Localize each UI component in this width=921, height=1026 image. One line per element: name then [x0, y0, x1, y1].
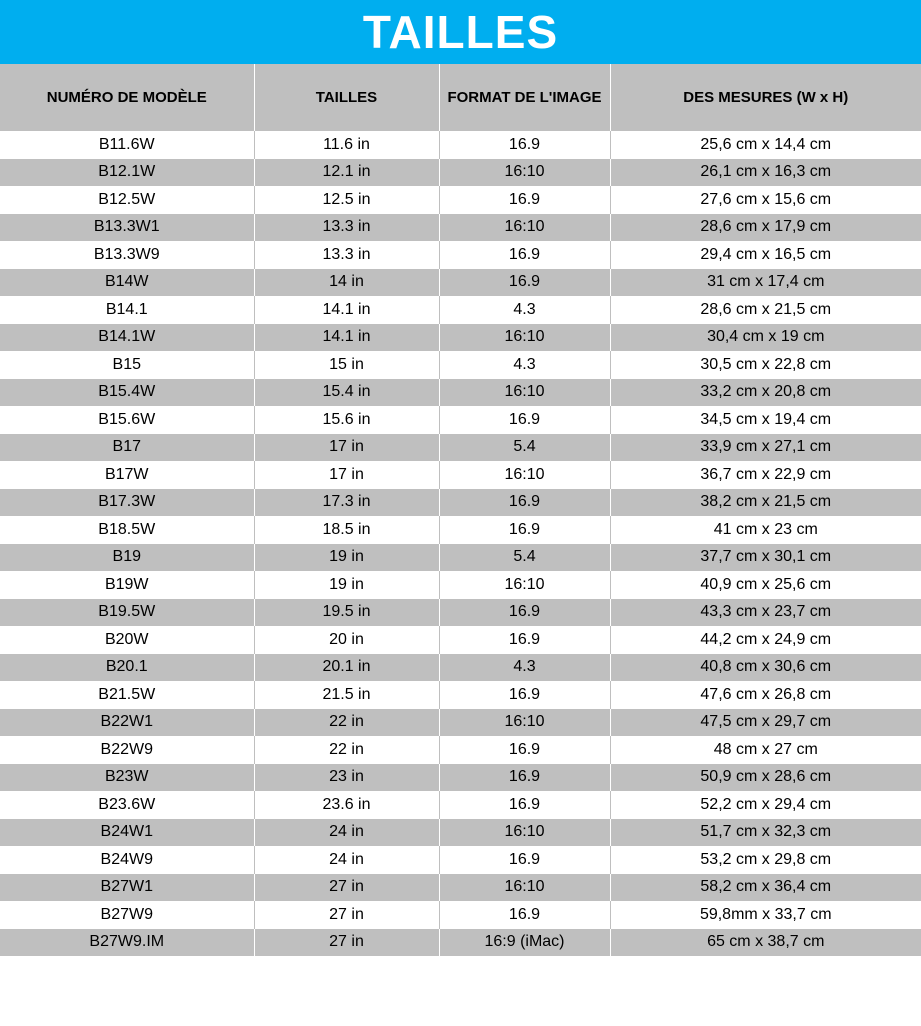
table-row [0, 709, 921, 737]
aspect-ratio-cell: 16.9 [439, 791, 610, 819]
size-cell: 24 in [254, 846, 439, 874]
header-row [0, 64, 921, 131]
size-cell: 22 in [254, 709, 439, 737]
aspect-ratio-cell: 16.9 [439, 846, 610, 874]
size-cell: 14 in [254, 269, 439, 297]
aspect-ratio-cell: 16:10 [439, 571, 610, 599]
aspect-ratio-cell: 16.9 [439, 626, 610, 654]
measurements-cell: 28,6 cm x 17,9 cm [610, 214, 921, 242]
size-cell: 14.1 in [254, 324, 439, 352]
aspect-ratio-cell: 16:10 [439, 324, 610, 352]
measurements-cell: 38,2 cm x 21,5 cm [610, 489, 921, 517]
size-cell: 17.3 in [254, 489, 439, 517]
table-row [0, 681, 921, 709]
table-row [0, 131, 921, 159]
model-number-cell: B27W1 [100, 878, 153, 896]
table-row [0, 571, 921, 599]
measurements-cell: 37,7 cm x 30,1 cm [610, 544, 921, 572]
aspect-ratio-cell: 16.9 [439, 131, 610, 159]
aspect-ratio-cell: 4.3 [439, 351, 610, 379]
measurements-cell: 36,7 cm x 22,9 cm [610, 461, 921, 489]
aspect-ratio-cell: 16.9 [439, 269, 610, 297]
aspect-ratio-cell: 16:10 [439, 159, 610, 187]
table-row [0, 819, 921, 847]
aspect-ratio-cell: 16.9 [439, 736, 610, 764]
aspect-ratio-cell: 4.3 [439, 654, 610, 682]
model-number-cell: B17.3W [98, 493, 156, 511]
measurements-cell: 41 cm x 23 cm [610, 516, 921, 544]
size-cell: 22 in [254, 736, 439, 764]
size-cell: 23.6 in [254, 791, 439, 819]
table-row [0, 791, 921, 819]
measurements-cell: 48 cm x 27 cm [610, 736, 921, 764]
aspect-ratio-cell: 16:10 [439, 214, 610, 242]
aspect-ratio-cell: 16.9 [439, 764, 610, 792]
table-row [0, 406, 921, 434]
table-row [0, 764, 921, 792]
measurements-cell: 27,6 cm x 15,6 cm [610, 186, 921, 214]
model-number-cell: B12.1W [98, 163, 156, 181]
aspect-ratio-cell: 16.9 [439, 681, 610, 709]
measurements-cell: 53,2 cm x 29,8 cm [610, 846, 921, 874]
header-size: TAILLES [254, 64, 439, 131]
model-number-cell: B27W9 [100, 905, 153, 923]
table-row [0, 379, 921, 407]
measurements-cell: 44,2 cm x 24,9 cm [610, 626, 921, 654]
model-number-cell: B20W [104, 630, 149, 648]
model-number-cell: B19 [112, 548, 141, 566]
measurements-cell: 50,9 cm x 28,6 cm [610, 764, 921, 792]
model-number-cell: B15.4W [98, 383, 156, 401]
size-cell: 15 in [254, 351, 439, 379]
size-cell: 17 in [254, 434, 439, 462]
table-row [0, 654, 921, 682]
aspect-ratio-cell: 16:9 (iMac) [439, 929, 610, 957]
measurements-cell: 33,9 cm x 27,1 cm [610, 434, 921, 462]
model-number-cell: B13.3W9 [93, 245, 160, 263]
sizes-table [0, 64, 921, 956]
header-aspect-ratio: FORMAT DE L'IMAGE [439, 64, 610, 131]
table-row [0, 214, 921, 242]
size-cell: 15.4 in [254, 379, 439, 407]
measurements-cell: 47,5 cm x 29,7 cm [610, 709, 921, 737]
measurements-cell: 31 cm x 17,4 cm [610, 269, 921, 297]
table-header [0, 64, 921, 131]
size-cell: 27 in [254, 929, 439, 957]
table-row [0, 186, 921, 214]
aspect-ratio-cell: 16:10 [439, 709, 610, 737]
measurements-cell: 59,8mm x 33,7 cm [610, 901, 921, 929]
table-row [0, 544, 921, 572]
size-cell: 15.6 in [254, 406, 439, 434]
size-cell: 20.1 in [254, 654, 439, 682]
size-cell: 21.5 in [254, 681, 439, 709]
model-number-cell: B14.1 [105, 300, 148, 318]
aspect-ratio-cell: 16:10 [439, 819, 610, 847]
size-cell: 17 in [254, 461, 439, 489]
header-measurements: DES MESURES (W x H) [610, 64, 921, 131]
table-row [0, 324, 921, 352]
model-number-cell: B11.6W [98, 135, 155, 153]
table-row [0, 461, 921, 489]
aspect-ratio-cell: 16:10 [439, 874, 610, 902]
model-number-cell: B15 [112, 355, 141, 373]
model-number-cell: B19.5W [98, 603, 156, 621]
size-cell: 12.5 in [254, 186, 439, 214]
aspect-ratio-cell: 16.9 [439, 186, 610, 214]
size-cell: 13.3 in [254, 241, 439, 269]
model-number-cell: B22W9 [100, 740, 153, 758]
size-cell: 27 in [254, 874, 439, 902]
measurements-cell: 33,2 cm x 20,8 cm [610, 379, 921, 407]
measurements-cell: 65 cm x 38,7 cm [610, 929, 921, 957]
measurements-cell: 29,4 cm x 16,5 cm [610, 241, 921, 269]
table-row [0, 159, 921, 187]
measurements-cell: 47,6 cm x 26,8 cm [610, 681, 921, 709]
measurements-cell: 52,2 cm x 29,4 cm [610, 791, 921, 819]
measurements-cell: 40,8 cm x 30,6 cm [610, 654, 921, 682]
aspect-ratio-cell: 16.9 [439, 489, 610, 517]
aspect-ratio-cell: 5.4 [439, 544, 610, 572]
measurements-cell: 25,6 cm x 14,4 cm [610, 131, 921, 159]
model-number-cell: B21.5W [98, 685, 156, 703]
page-title: TAILLES [0, 0, 921, 64]
size-cell: 13.3 in [254, 214, 439, 242]
table-row [0, 434, 921, 462]
size-cell: 19 in [254, 571, 439, 599]
model-number-cell: B18.5W [98, 520, 156, 538]
aspect-ratio-cell: 16:10 [439, 379, 610, 407]
measurements-cell: 30,4 cm x 19 cm [610, 324, 921, 352]
table-row [0, 351, 921, 379]
aspect-ratio-cell: 16.9 [439, 241, 610, 269]
model-number-cell: B15.6W [98, 410, 156, 428]
size-cell: 14.1 in [254, 296, 439, 324]
aspect-ratio-cell: 16.9 [439, 516, 610, 544]
size-cell: 19 in [254, 544, 439, 572]
model-number-cell: B20.1 [105, 658, 148, 676]
size-cell: 24 in [254, 819, 439, 847]
table-row [0, 599, 921, 627]
aspect-ratio-cell: 4.3 [439, 296, 610, 324]
aspect-ratio-cell: 16:10 [439, 461, 610, 489]
model-number-cell: B22W1 [100, 713, 153, 731]
table-row [0, 901, 921, 929]
table-row [0, 874, 921, 902]
measurements-cell: 30,5 cm x 22,8 cm [610, 351, 921, 379]
measurements-cell: 28,6 cm x 21,5 cm [610, 296, 921, 324]
measurements-cell: 34,5 cm x 19,4 cm [610, 406, 921, 434]
header-model-number: NUMÉRO DE MODÈLE [46, 89, 207, 106]
size-cell: 27 in [254, 901, 439, 929]
aspect-ratio-cell: 5.4 [439, 434, 610, 462]
aspect-ratio-cell: 16.9 [439, 406, 610, 434]
aspect-ratio-cell: 16.9 [439, 599, 610, 627]
table-body [0, 131, 921, 956]
size-cell: 19.5 in [254, 599, 439, 627]
table-row [0, 929, 921, 957]
table-row [0, 846, 921, 874]
model-number-cell: B12.5W [98, 190, 156, 208]
model-number-cell: B14.1W [98, 328, 156, 346]
model-number-cell: B23.6W [98, 795, 156, 813]
model-number-cell: B17 [112, 438, 141, 456]
measurements-cell: 51,7 cm x 32,3 cm [610, 819, 921, 847]
size-cell: 12.1 in [254, 159, 439, 187]
size-cell: 18.5 in [254, 516, 439, 544]
measurements-cell: 58,2 cm x 36,4 cm [610, 874, 921, 902]
measurements-cell: 26,1 cm x 16,3 cm [610, 159, 921, 187]
model-number-cell: B13.3W1 [93, 218, 160, 236]
table-row [0, 516, 921, 544]
model-number-cell: B24W1 [100, 823, 153, 841]
size-cell: 11.6 in [254, 131, 439, 159]
measurements-cell: 40,9 cm x 25,6 cm [610, 571, 921, 599]
model-number-cell: B17W [104, 465, 149, 483]
table-row [0, 626, 921, 654]
table-row [0, 241, 921, 269]
model-number-cell: B19W [104, 575, 149, 593]
model-number-cell: B14W [104, 273, 149, 291]
size-cell: 20 in [254, 626, 439, 654]
measurements-cell: 43,3 cm x 23,7 cm [610, 599, 921, 627]
size-cell: 23 in [254, 764, 439, 792]
model-number-cell: B23W [104, 768, 149, 786]
model-number-cell: B27W9.IM [89, 933, 165, 951]
table-row [0, 269, 921, 297]
aspect-ratio-cell: 16.9 [439, 901, 610, 929]
table-row [0, 296, 921, 324]
model-number-cell: B24W9 [100, 850, 153, 868]
table-row [0, 736, 921, 764]
table-row [0, 489, 921, 517]
